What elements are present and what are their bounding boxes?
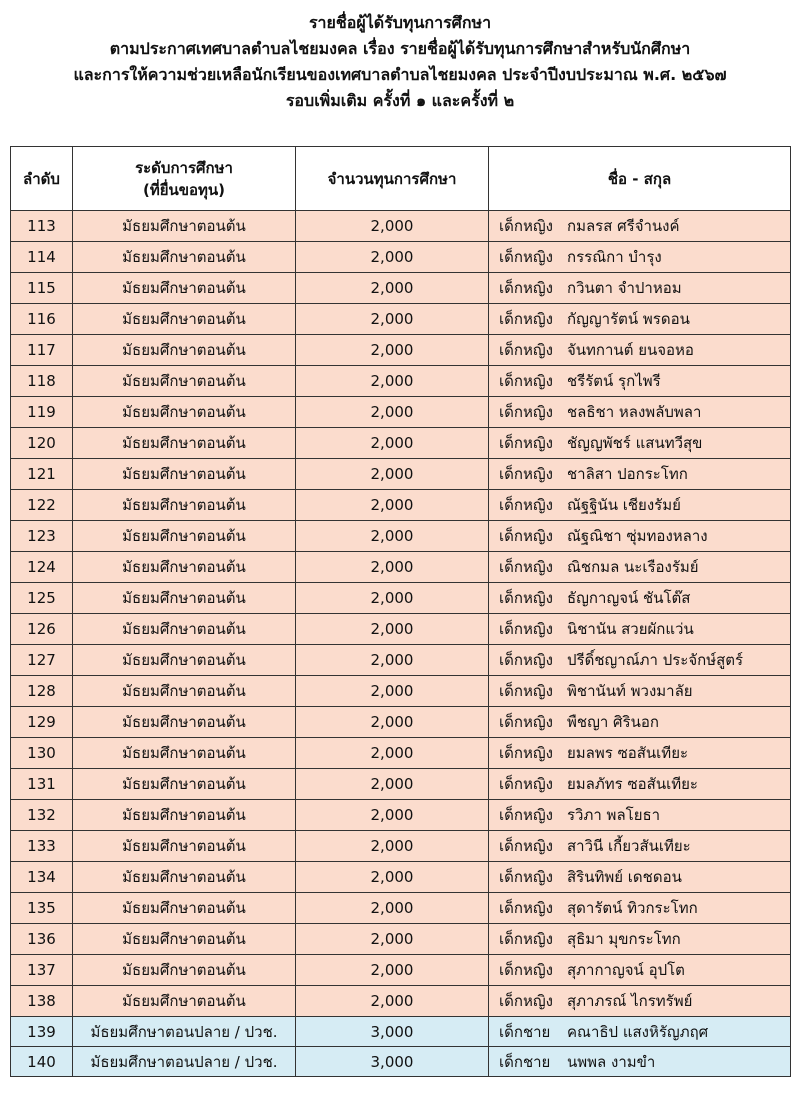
- row-education-level: มัธยมศึกษาตอนต้น: [73, 397, 296, 428]
- table-row: [11, 645, 791, 676]
- row-name: นิชานัน สวยผักแว่น: [567, 620, 694, 638]
- table-row: [11, 924, 791, 955]
- table-row: [11, 800, 791, 831]
- table-row: [11, 769, 791, 800]
- row-full-name: [489, 273, 791, 304]
- row-name-prefix: เด็กหญิง: [499, 930, 553, 948]
- row-name: สุภากาญจน์ อุปโต: [567, 961, 685, 979]
- row-education-level: มัธยมศึกษาตอนต้น: [73, 738, 296, 769]
- row-name: ชาลิสา ปอกระโทก: [567, 465, 688, 483]
- row-name-prefix: เด็กหญิง: [499, 434, 553, 452]
- table-row: [11, 862, 791, 893]
- row-name: ยมลพร ซอสันเทียะ: [567, 744, 689, 762]
- row-number: 120: [11, 428, 73, 459]
- row-name: ชลธิชา หลงพลับพลา: [567, 403, 702, 421]
- row-education-level: มัธยมศึกษาตอนต้น: [73, 521, 296, 552]
- row-scholarship-amount: 2,000: [296, 924, 489, 955]
- table-row: [11, 831, 791, 862]
- row-scholarship-amount: 2,000: [296, 893, 489, 924]
- table-row: [11, 676, 791, 707]
- row-name-prefix: เด็กหญิง: [499, 837, 553, 855]
- row-scholarship-amount: 2,000: [296, 335, 489, 366]
- row-name: จันทกานต์ ยนจอหอ: [567, 341, 694, 359]
- row-name-prefix: เด็กหญิง: [499, 372, 553, 390]
- row-full-name: [489, 335, 791, 366]
- row-full-name: [489, 242, 791, 273]
- row-scholarship-amount: 2,000: [296, 955, 489, 986]
- row-education-level: มัธยมศึกษาตอนต้น: [73, 955, 296, 986]
- row-scholarship-amount: 2,000: [296, 800, 489, 831]
- row-name: ณัฐณิชา ซุ่มทองหลาง: [567, 527, 708, 545]
- row-name-prefix: เด็กชาย: [499, 1052, 551, 1071]
- column-header-level-label: ระดับการศึกษา: [135, 158, 233, 177]
- row-number: 132: [11, 800, 73, 831]
- table-row: [11, 1047, 791, 1077]
- row-name-prefix: เด็กชาย: [499, 1022, 551, 1041]
- row-scholarship-amount: 2,000: [296, 986, 489, 1017]
- row-name-prefix: เด็กหญิง: [499, 961, 553, 979]
- row-full-name: [489, 614, 791, 645]
- table-row: [11, 583, 791, 614]
- column-header-name-label: ชื่อ - สกุล: [607, 169, 672, 188]
- row-name-prefix: เด็กหญิง: [499, 279, 553, 297]
- row-education-level: มัธยมศึกษาตอนต้น: [73, 614, 296, 645]
- row-full-name: [489, 893, 791, 924]
- row-education-level: มัธยมศึกษาตอนต้น: [73, 769, 296, 800]
- table-body: [11, 211, 791, 1077]
- row-education-level: มัธยมศึกษาตอนต้น: [73, 831, 296, 862]
- row-name: ณัฐฐินัน เชียงรัมย์: [567, 496, 681, 514]
- row-education-level: มัธยมศึกษาตอนต้น: [73, 707, 296, 738]
- row-full-name: [489, 738, 791, 769]
- table-row: [11, 273, 791, 304]
- row-name: กรรณิกา บำรุง: [567, 248, 662, 266]
- row-education-level: มัธยมศึกษาตอนต้น: [73, 583, 296, 614]
- row-name: พืชญา ศิรินอก: [567, 713, 659, 731]
- row-education-level: มัธยมศึกษาตอนต้น: [73, 459, 296, 490]
- row-scholarship-amount: 2,000: [296, 273, 489, 304]
- row-name-prefix: เด็กหญิง: [499, 992, 553, 1010]
- table-row: [11, 707, 791, 738]
- row-full-name: [489, 924, 791, 955]
- row-full-name: [489, 1047, 791, 1077]
- row-education-level: มัธยมศึกษาตอนต้น: [73, 304, 296, 335]
- row-name: สุภาภรณ์ ไกรทรัพย์: [567, 992, 693, 1010]
- row-name: กวินตา จำปาหอม: [567, 279, 682, 297]
- row-number: 121: [11, 459, 73, 490]
- row-name: คณาธิป แสงหิรัญภฤศ: [567, 1022, 709, 1041]
- row-name-prefix: เด็กหญิง: [499, 713, 553, 731]
- row-name: สิรินทิพย์ เดชดอน: [567, 868, 682, 886]
- row-number: 113: [11, 211, 73, 242]
- row-number: 134: [11, 862, 73, 893]
- row-name: กมลรส ศรีจำนงค์: [567, 217, 680, 235]
- row-education-level: มัธยมศึกษาตอนต้น: [73, 211, 296, 242]
- column-header-level: [73, 147, 296, 211]
- row-number: 135: [11, 893, 73, 924]
- row-number: 124: [11, 552, 73, 583]
- table-row: [11, 1017, 791, 1047]
- row-education-level: มัธยมศึกษาตอนต้น: [73, 273, 296, 304]
- row-education-level: มัธยมศึกษาตอนต้น: [73, 645, 296, 676]
- row-name-prefix: เด็กหญิง: [499, 682, 553, 700]
- row-name: สาวินี เกี้ยวสันเทียะ: [567, 837, 691, 855]
- row-scholarship-amount: 2,000: [296, 769, 489, 800]
- table-row: [11, 986, 791, 1017]
- table-row: [11, 211, 791, 242]
- table-row: [11, 242, 791, 273]
- row-scholarship-amount: 2,000: [296, 490, 489, 521]
- row-number: 131: [11, 769, 73, 800]
- row-number: 117: [11, 335, 73, 366]
- row-full-name: [489, 831, 791, 862]
- table-row: [11, 893, 791, 924]
- row-scholarship-amount: 2,000: [296, 428, 489, 459]
- column-header-amount-label: จำนวนทุนการศึกษา: [327, 169, 457, 188]
- row-full-name: [489, 459, 791, 490]
- row-full-name: [489, 1017, 791, 1047]
- document-header: [0, 10, 800, 114]
- table-row: [11, 304, 791, 335]
- row-number: 125: [11, 583, 73, 614]
- row-number: 122: [11, 490, 73, 521]
- row-number: 139: [11, 1017, 73, 1047]
- column-header-name: [489, 147, 791, 211]
- row-scholarship-amount: 3,000: [296, 1047, 489, 1077]
- row-full-name: [489, 645, 791, 676]
- row-name-prefix: เด็กหญิง: [499, 248, 553, 266]
- row-full-name: [489, 955, 791, 986]
- row-scholarship-amount: 2,000: [296, 397, 489, 428]
- row-education-level: มัธยมศึกษาตอนต้น: [73, 800, 296, 831]
- row-scholarship-amount: 2,000: [296, 366, 489, 397]
- row-name: ยมลภัทร ซอสันเทียะ: [567, 775, 698, 793]
- table-row: [11, 521, 791, 552]
- row-name: ณิชกมล นะเรืองรัมย์: [567, 558, 699, 576]
- table-row: [11, 490, 791, 521]
- row-name: กัญญารัตน์ พรดอน: [567, 310, 690, 328]
- row-education-level: มัธยมศึกษาตอนต้น: [73, 335, 296, 366]
- row-name: พิชานันท์ พวงมาลัย: [567, 682, 693, 700]
- row-education-level: มัธยมศึกษาตอนต้น: [73, 428, 296, 459]
- row-name: ปรีดิ์ชญาณ์ภา ประจักษ์สูตร์: [567, 651, 744, 669]
- row-scholarship-amount: 2,000: [296, 862, 489, 893]
- column-header-no: [11, 147, 73, 211]
- row-scholarship-amount: 2,000: [296, 738, 489, 769]
- column-header-level-sublabel: (ที่ยื่นขอทุน): [142, 180, 226, 199]
- row-number: 114: [11, 242, 73, 273]
- table-row: [11, 428, 791, 459]
- row-education-level: มัธยมศึกษาตอนต้น: [73, 676, 296, 707]
- header-row: [11, 147, 791, 211]
- row-education-level: มัธยมศึกษาตอนปลาย / ปวช.: [73, 1047, 296, 1077]
- row-name-prefix: เด็กหญิง: [499, 403, 553, 421]
- row-full-name: [489, 583, 791, 614]
- row-name-prefix: เด็กหญิง: [499, 651, 553, 669]
- table-row: [11, 738, 791, 769]
- row-full-name: [489, 428, 791, 459]
- row-full-name: [489, 986, 791, 1017]
- column-header-no-label: ลำดับ: [23, 169, 60, 188]
- row-name-prefix: เด็กหญิง: [499, 465, 553, 483]
- row-full-name: [489, 366, 791, 397]
- table-row: [11, 397, 791, 428]
- row-number: 115: [11, 273, 73, 304]
- row-education-level: มัธยมศึกษาตอนต้น: [73, 986, 296, 1017]
- row-name: สุดารัตน์ ทิวกระโทก: [567, 899, 698, 917]
- row-number: 128: [11, 676, 73, 707]
- row-education-level: มัธยมศึกษาตอนต้น: [73, 552, 296, 583]
- document-subtitle-round: รอบเพิ่มเติม ครั้งที่ ๑ และครั้งที่ ๒: [285, 91, 515, 110]
- row-scholarship-amount: 2,000: [296, 459, 489, 490]
- row-full-name: [489, 490, 791, 521]
- table-row: [11, 335, 791, 366]
- row-number: 123: [11, 521, 73, 552]
- row-full-name: [489, 800, 791, 831]
- row-education-level: มัธยมศึกษาตอนต้น: [73, 893, 296, 924]
- row-scholarship-amount: 2,000: [296, 583, 489, 614]
- row-scholarship-amount: 3,000: [296, 1017, 489, 1047]
- row-scholarship-amount: 2,000: [296, 521, 489, 552]
- row-education-level: มัธยมศึกษาตอนต้น: [73, 366, 296, 397]
- row-full-name: [489, 769, 791, 800]
- row-scholarship-amount: 2,000: [296, 645, 489, 676]
- row-name-prefix: เด็กหญิง: [499, 806, 553, 824]
- row-number: 138: [11, 986, 73, 1017]
- row-scholarship-amount: 2,000: [296, 676, 489, 707]
- row-name-prefix: เด็กหญิง: [499, 775, 553, 793]
- row-name-prefix: เด็กหญิง: [499, 310, 553, 328]
- row-name-prefix: เด็กหญิง: [499, 744, 553, 762]
- row-name-prefix: เด็กหญิง: [499, 899, 553, 917]
- row-name: ธัญกาญจน์ ชันโต๊ส: [567, 589, 691, 607]
- scholarship-table: [10, 146, 791, 1077]
- row-number: 137: [11, 955, 73, 986]
- row-full-name: [489, 521, 791, 552]
- table-row: [11, 552, 791, 583]
- row-full-name: [489, 862, 791, 893]
- row-full-name: [489, 304, 791, 335]
- row-scholarship-amount: 2,000: [296, 304, 489, 335]
- row-name: นพพล งามขำ: [567, 1052, 656, 1071]
- row-name: ชัญญพัชร์ แสนทวีสุข: [567, 434, 703, 452]
- row-scholarship-amount: 2,000: [296, 211, 489, 242]
- table-header: [11, 147, 791, 211]
- row-full-name: [489, 707, 791, 738]
- row-number: 116: [11, 304, 73, 335]
- row-scholarship-amount: 2,000: [296, 242, 489, 273]
- table-row: [11, 614, 791, 645]
- row-number: 130: [11, 738, 73, 769]
- row-name-prefix: เด็กหญิง: [499, 217, 553, 235]
- row-full-name: [489, 676, 791, 707]
- row-scholarship-amount: 2,000: [296, 831, 489, 862]
- row-full-name: [489, 397, 791, 428]
- row-number: 140: [11, 1047, 73, 1077]
- row-education-level: มัธยมศึกษาตอนต้น: [73, 490, 296, 521]
- row-scholarship-amount: 2,000: [296, 707, 489, 738]
- table-row: [11, 366, 791, 397]
- row-name-prefix: เด็กหญิง: [499, 496, 553, 514]
- row-number: 133: [11, 831, 73, 862]
- document-subtitle-announcement: ตามประกาศเทศบาลตำบลไชยมงคล เรื่อง รายชื่อผู้ได้รับทุนการศึกษาสำหรับนักศึกษา: [109, 39, 691, 58]
- row-full-name: [489, 552, 791, 583]
- table-row: [11, 955, 791, 986]
- row-name-prefix: เด็กหญิง: [499, 868, 553, 886]
- row-name: ชรีรัตน์ รุกไพรี: [567, 372, 661, 390]
- row-name-prefix: เด็กหญิง: [499, 620, 553, 638]
- row-number: 129: [11, 707, 73, 738]
- row-full-name: [489, 211, 791, 242]
- row-scholarship-amount: 2,000: [296, 552, 489, 583]
- row-number: 127: [11, 645, 73, 676]
- row-scholarship-amount: 2,000: [296, 614, 489, 645]
- row-number: 136: [11, 924, 73, 955]
- row-number: 118: [11, 366, 73, 397]
- row-name: สุธิมา มุขกระโทก: [567, 930, 681, 948]
- row-name-prefix: เด็กหญิง: [499, 589, 553, 607]
- document-title: รายชื่อผู้ได้รับทุนการศึกษา: [308, 13, 492, 32]
- row-name-prefix: เด็กหญิง: [499, 527, 553, 545]
- column-header-amount: [296, 147, 489, 211]
- row-name-prefix: เด็กหญิง: [499, 341, 553, 359]
- row-name: รวิภา พลโยธา: [567, 806, 661, 824]
- row-number: 119: [11, 397, 73, 428]
- row-education-level: มัธยมศึกษาตอนต้น: [73, 924, 296, 955]
- row-education-level: มัธยมศึกษาตอนปลาย / ปวช.: [73, 1017, 296, 1047]
- document-subtitle-program: และการให้ความช่วยเหลือนักเรียนของเทศบาลตำบลไชยมงคล ประจำปีงบประมาณ พ.ศ. ๒๕๖๗: [73, 65, 727, 84]
- table-row: [11, 459, 791, 490]
- row-name-prefix: เด็กหญิง: [499, 558, 553, 576]
- row-number: 126: [11, 614, 73, 645]
- row-education-level: มัธยมศึกษาตอนต้น: [73, 862, 296, 893]
- row-education-level: มัธยมศึกษาตอนต้น: [73, 242, 296, 273]
